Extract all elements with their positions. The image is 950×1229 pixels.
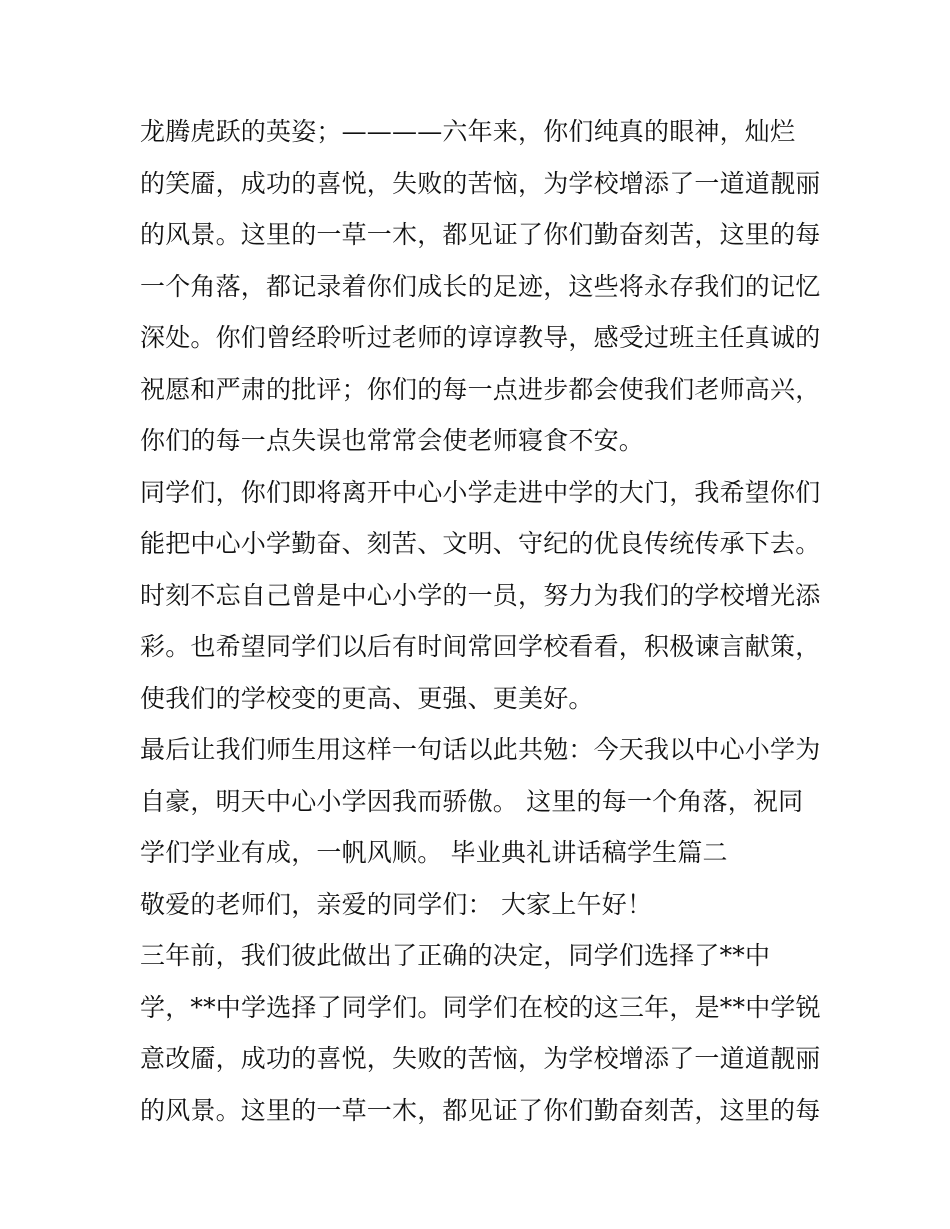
text-line: 同学们，你们即将离开中心小学走进中学的大门，我希望你们	[140, 477, 821, 507]
text-line: 时刻不忘自己曾是中心小学的一员，努力为我们的学校增光添	[140, 580, 821, 610]
text-line: 自豪，明天中心小学因我而骄傲。 这里的每一个角落，祝同	[140, 786, 804, 816]
text-line: 彩。也希望同学们以后有时间常回学校看看，积极谏言献策，	[140, 632, 821, 661]
text-line: 能把中心小学勤奋、刻苦、文明、守纪的优良传统传承下去。	[140, 529, 821, 558]
text-line: 的风景。这里的一草一木，都见证了你们勤奋刻苦，这里的每	[140, 1095, 821, 1125]
text-line: 龙腾虎跃的英姿；————六年来，你们纯真的眼神，灿烂	[140, 117, 796, 146]
text-line: 的笑靥，成功的喜悦，失败的苦恼，为学校增添了一道道靓丽	[140, 168, 821, 198]
text-line: 使我们的学校变的更高、更强、更美好。	[140, 683, 594, 713]
text-line: 深处。你们曾经聆听过老师的谆谆教导，感受过班主任真诚的	[140, 323, 821, 352]
text-line: 学们学业有成，一帆风顺。 毕业典礼讲话稿学生篇二	[140, 838, 728, 867]
text-line: 一个角落，都记录着你们成长的足迹，这些将永存我们的记忆	[140, 271, 821, 301]
text-line: 祝愿和严肃的批评；你们的每一点进步都会使我们老师高兴，	[140, 374, 821, 404]
text-line: 三年前，我们彼此做出了正确的决定，同学们选择了**中	[140, 941, 771, 970]
text-line: 最后让我们师生用这样一句话以此共勉：今天我以中心小学为	[140, 735, 821, 764]
text-line: 的风景。这里的一草一木，都见证了你们勤奋刻苦，这里的每	[140, 220, 821, 249]
document-body	[140, 106, 820, 1136]
text-line: 意改靥，成功的喜悦，失败的苦恼，为学校增添了一道道靓丽	[140, 1044, 821, 1073]
text-line: 你们的每一点失误也常常会使老师寝食不安。	[140, 426, 645, 455]
text-line: 敬爱的老师们，亲爱的同学们： 大家上午好！	[140, 889, 653, 919]
text-line: 学，**中学选择了同学们。同学们在校的这三年，是**中学锐	[140, 992, 821, 1022]
